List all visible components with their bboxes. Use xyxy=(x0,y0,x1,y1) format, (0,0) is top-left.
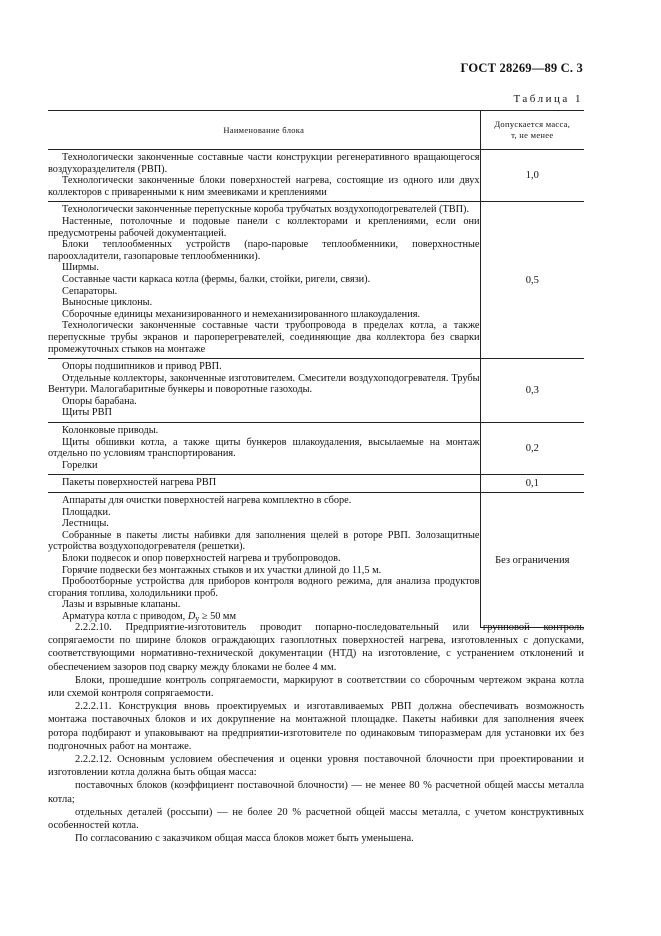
block-name: Опоры барабана. xyxy=(62,395,137,407)
table-row xyxy=(48,202,584,359)
block-name: Отдельные коллекторы, законченные изготовителем. Смесители воздухоподогревателя. Трубы Вентури. Малогабаритные бункеры и поворотные газоходы. xyxy=(48,372,480,396)
block-name: Аппараты для очистки поверхностей нагрева комплектно в сборе. xyxy=(62,495,352,507)
block-name: Собранные в пакеты листы набивки для заполнения щелей в роторе РВП. Золозащитные устройства воздухоподогревателя (решетки). xyxy=(48,529,480,553)
table-header-row xyxy=(48,111,584,150)
block-name: Щиты РВП xyxy=(62,407,112,419)
table-row xyxy=(48,423,584,475)
block-name: Лестницы. xyxy=(62,518,109,530)
block-names-cell xyxy=(48,150,480,202)
col-header-mass xyxy=(480,111,584,150)
table-row xyxy=(48,150,584,202)
armature-condition: ≥ 50 мм xyxy=(199,610,236,622)
col-header-mass-line2: т, не менее xyxy=(511,130,554,140)
mass-value: 1,0 xyxy=(480,150,584,202)
col-header-name: Наименование блока xyxy=(48,111,480,150)
block-name: Горячие подвески без монтажных стыков и их участки длиной до 11,5 м. xyxy=(62,564,382,576)
block-name: Опоры подшипников и привод РВП. xyxy=(62,361,222,373)
mass-value: 0,1 xyxy=(480,475,584,493)
mass-value: Без ограничения xyxy=(480,493,584,628)
paragraph: 2.2.2.10. Предприятие-изготовитель проводит попарно-последовательный или групповой контроль сопрягаемости по ширине блоков ограждающих газоплотных поверхностей нагрева, изготовленных с допусками, соответствующими нормативно-технической документации (НТД) на изготовление, с устранением отклонений и обеспечением зазоров под сварку между блоками не более 4 мм. xyxy=(48,622,584,673)
block-name: Блоки теплообменных устройств (паро-паровые теплообменники, поверхностные пароохладители, газопаровые теплообменники). xyxy=(48,239,480,262)
block-name: Блоки подвесок и опор поверхностей нагрева и трубопроводов. xyxy=(62,553,341,564)
paragraph: Блоки, прошедшие контроль сопрягаемости, маркируют в соответствии со сборочным чертежом экрана котла или схемой контроля сопрягаемости. xyxy=(48,674,584,700)
spec-table xyxy=(48,110,584,628)
block-name: Технологически законченные перепускные короба трубчатых воздухоподогревателей (ТВП). xyxy=(62,204,470,216)
page-header: ГОСТ 28269—89 С. 3 xyxy=(460,61,583,75)
block-name: Технологически законченные составные части конструкции регенеративного вращающегося воздухоразделителя (РВП). xyxy=(48,152,480,175)
armature-text: Арматура котла с приводом, xyxy=(62,610,188,622)
paragraph: отдельных деталей (россыпи) — не более 20 % расчетной общей массы металла, с учетом конструктивных особенностей котла. xyxy=(48,806,584,832)
paragraph: 2.2.2.12. Основным условием обеспечения и оценки уровня поставочной блочности при проектировании и изготовлении котла должна быть общая масса: xyxy=(48,754,584,779)
block-name: Пробоотборные устройства для приборов контроля водного режима, для анализа продуктов сгорания топлива, холодильники проб. xyxy=(48,576,480,599)
block-name: Площадки. xyxy=(62,506,111,518)
paragraph: По согласованию с заказчиком общая масса блоков может быть уменьшена. xyxy=(75,833,414,845)
mass-value: 0,2 xyxy=(480,423,584,475)
table-row xyxy=(48,359,584,423)
block-name: Сепараторы. xyxy=(62,285,118,297)
block-names-cell xyxy=(48,359,480,423)
symbol-d: D xyxy=(187,610,196,622)
table-row xyxy=(48,475,584,493)
table-row xyxy=(48,493,584,628)
block-name: Щиты обшивки котла, а также щиты бункеров шлакоудаления, высылаемые на монтаж отдельно по условиям транспортирования. xyxy=(48,436,480,460)
block-name: Технологически законченные блоки поверхностей нагрева, состоящие из одного или двух коллекторов с приваренными к ним змеевиками и креплениями xyxy=(48,175,480,198)
block-names-cell xyxy=(48,493,480,628)
block-name: Горелки xyxy=(62,459,98,471)
paragraph: 2.2.2.11. Конструкция вновь проектируемых и изготавливаемых РВП должна обеспечивать возможность монтажа поставочных блоков и их докрупнение на монтажной площадке. Пакеты набивки для заполнения ячеек ротора подбирают и упаковывают на предприятии-изготовителе по одинаковым типоразмерам для установки их без подгоночных работ на монтаже. xyxy=(48,701,584,752)
block-name: Пакеты поверхностей нагрева РВП xyxy=(62,477,217,489)
symbol-subscript-y: y xyxy=(195,613,200,623)
block-name: Ширмы. xyxy=(62,262,99,274)
block-name: Выносные циклоны. xyxy=(62,297,153,309)
block-name: Колонковые приводы. xyxy=(62,425,159,437)
paragraph: поставочных блоков (коэффициент поставочной блочности) — не менее 80 % расчетной общей массы металла котла; xyxy=(48,780,584,805)
table-caption: Таблица 1 xyxy=(513,93,583,105)
block-name: Настенные, потолочные и подовые панели с коллекторами и креплениями, если они предусмотрены рабочей документацией. xyxy=(48,215,480,239)
block-names-cell xyxy=(48,423,480,475)
mass-value: 0,5 xyxy=(480,202,584,359)
block-name: Технологически законченные составные части трубопровода в пределах котла, а также перепускные трубы экранов и пароперегревателей, соединяющие два коллектора без сварки промежуточных стыков на монтаже xyxy=(48,320,480,355)
block-name: Сборочные единицы механизированного и немеханизированного шлакоудаления. xyxy=(62,308,421,320)
col-header-mass-line1: Допускается масса, xyxy=(494,119,571,129)
block-names-cell xyxy=(48,202,480,359)
block-name: Составные части каркаса котла (фермы, балки, стойки, ригели, связи). xyxy=(62,273,371,285)
block-names-cell xyxy=(48,475,480,493)
body-text xyxy=(48,621,584,845)
mass-value: 0,3 xyxy=(480,359,584,423)
block-name: Лазы и взрывные клапаны. xyxy=(62,599,181,611)
